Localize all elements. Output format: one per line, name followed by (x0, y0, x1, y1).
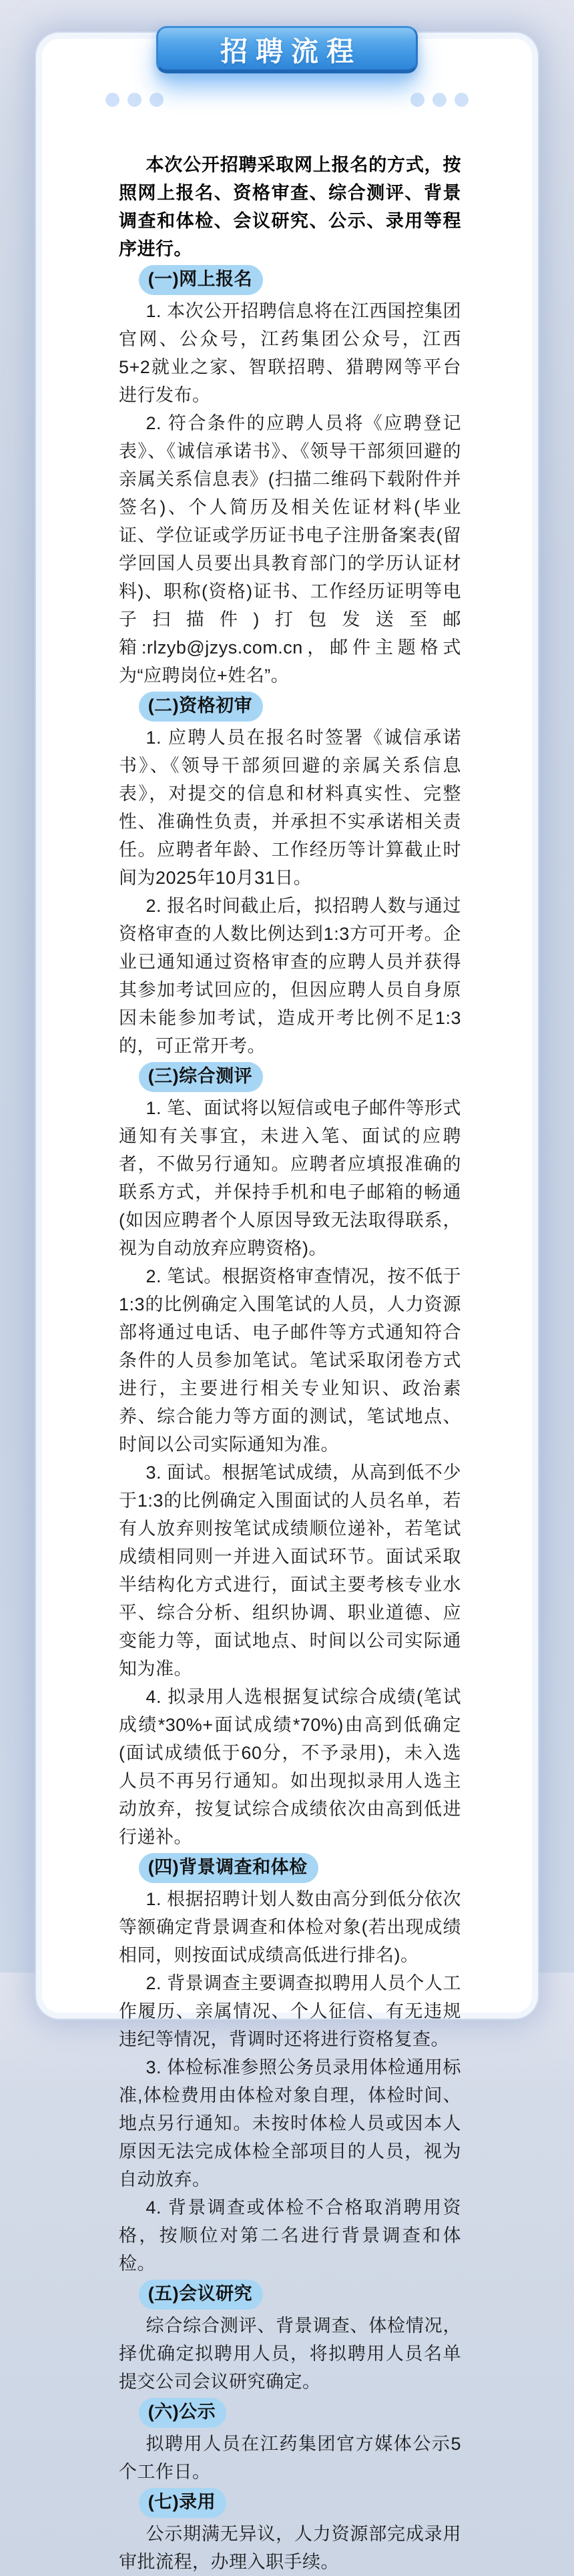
section-heading-background-check: (四)背景调查和体检 (139, 1853, 318, 1883)
paragraph: 1. 根据招聘计划人数由高分到低分依次等额确定背景调查和体检对象(若出现成绩相同，则按面试成绩高低进行排名)。 (119, 1889, 461, 1965)
paragraph: 2. 报名时间截止后，拟招聘人数与通过资格审查的人数比例达到1:3方可开考。企业已通知通过资格审查的应聘人员并获得其参加考试回应的，但因应聘人员自身原因未能参加考试，造成开考比例不足1:3的，可正常开考。 (119, 896, 461, 1056)
paragraph: 2. 笔试。根据资格审查情况，按不低于1:3的比例确定入围笔试的人员，人力资源部将通过电话、电子邮件等方式通知符合条件的人员参加笔试。笔试采取闭卷方式进行，主要进行相关专业知识、政治素养、综合能力等方面的测试，笔试地点、时间以公司实际通知为准。 (119, 1266, 461, 1455)
paragraph: 综合综合测评、背景调查、体检情况，择优确定拟聘用人员，将拟聘用人员名单提交公司会议研究确定。 (119, 2316, 461, 2392)
paragraph: 1. 本次公开招聘信息将在江西国控集团官网、公众号，江药集团公众号，江西5+2就业之家、智联招聘、猎聘网等平台进行发布。 (119, 301, 461, 405)
window-dot-icon (150, 93, 164, 107)
paragraph: 3. 面试。根据笔试成绩，从高到低不少于1:3的比例确定入围面试的人员名单，若有人放弃则按笔试成绩顺位递补，若笔试成绩相同则一并进入面试环节。面试采取半结构化方式进行，面试主要考核专业水平、综合分析、组织协调、职业道德、应变能力等，面试地点、时间以公司实际通知为准。 (119, 1463, 461, 1679)
paragraph: 公示期满无异议，人力资源部完成录用审批流程，办理入职手续。 (119, 2524, 461, 2572)
section-heading-public-notice: (六)公示 (139, 2398, 226, 2428)
paragraph: 1. 笔、面试将以短信或电子邮件等形式通知有关事宜，未进入笔、面试的应聘者，不做另行通知。应聘者应填报准确的联系方式，并保持手机和电子邮箱的畅通(如因应聘者个人原因导致无法取得联系，视为自动放弃应聘资格)。 (119, 1098, 461, 1258)
window-dots-right (410, 93, 469, 107)
section-heading-online-signup: (一)网上报名 (139, 265, 263, 295)
paragraph: 4. 背景调查或体检不合格取消聘用资格，按顺位对第二名进行背景调查和体检。 (119, 2198, 461, 2274)
section-heading-meeting-review: (五)会议研究 (139, 2280, 263, 2310)
section-heading-comprehensive-assessment: (三)综合测评 (139, 1062, 263, 1092)
paragraph: 2. 符合条件的应聘人员将《应聘登记表》、《诚信承诺书》、《领导干部须回避的亲属关系信息表》(扫描二维码下载附件并签名)、个人简历及相关佐证材料(毕业证、学位证或学历证书电子注册备案表(留学回国人员要出具教育部门的学历认证材料)、职称(资格)证书、工作经历证明等电子扫描件)打包发送至邮箱:rlzyb@jzys.com.cn，邮件主题格式为“应聘岗位+姓名”。 (119, 413, 461, 686)
banner (156, 26, 418, 73)
section-heading-employment: (七)录用 (139, 2488, 226, 2518)
window-dots-left (105, 93, 164, 107)
section-heading-line (139, 692, 461, 722)
window-dot-icon (410, 93, 424, 107)
section-heading-line (139, 1853, 461, 1883)
section-heading-line (139, 2398, 461, 2428)
section-heading-qualification-review: (二)资格初审 (139, 692, 263, 722)
recruitment-card (42, 39, 532, 2572)
section-heading-line (139, 2488, 461, 2518)
paragraph: 1. 应聘人员在报名时签署《诚信承诺书》、《领导干部须回避的亲属关系信息表》，对提交的信息和材料真实性、完整性、准确性负责，并承担不实承诺相关责任。应聘者年龄、工作经历等计算截止时间为2025年10月31日。 (119, 728, 461, 888)
window-dot-icon (105, 93, 119, 107)
page-title: 招聘流程 (220, 35, 362, 67)
section-heading-line (139, 265, 461, 295)
window-dot-icon (127, 93, 141, 107)
paragraph: 拟聘用人员在江药集团官方媒体公示5个工作日。 (119, 2434, 461, 2482)
window-dot-icon (455, 93, 469, 107)
section-heading-line (139, 2280, 461, 2310)
window-dot-icon (433, 93, 447, 107)
paragraph: 4. 拟录用人选根据复试综合成绩(笔试成绩*30%+面试成绩*70%)由高到低确定(面试成绩低于60分，不予录用)，未入选人员不再另行通知。如出现拟录用人选主动放弃，按复试综合成绩依次由高到低进行递补。 (119, 1687, 461, 1847)
paragraph: 3. 体检标准参照公务员录用体检通用标准,体检费用由体检对象自理，体检时间、地点另行通知。未按时体检人员或因本人原因无法完成体检全部项目的人员，视为自动放弃。 (119, 2057, 461, 2189)
paragraph: 2. 背景调查主要调查拟聘用人员个人工作履历、亲属情况、个人征信、有无违规违纪等情况，背调时还将进行资格复查。 (119, 1973, 461, 2049)
intro-paragraph: 本次公开招聘采取网上报名的方式，按照网上报名、资格审查、综合测评、背景调查和体检、会议研究、公示、录用等程序进行。 (119, 155, 461, 259)
recruitment-content (119, 151, 461, 2576)
section-heading-line (139, 1062, 461, 1092)
